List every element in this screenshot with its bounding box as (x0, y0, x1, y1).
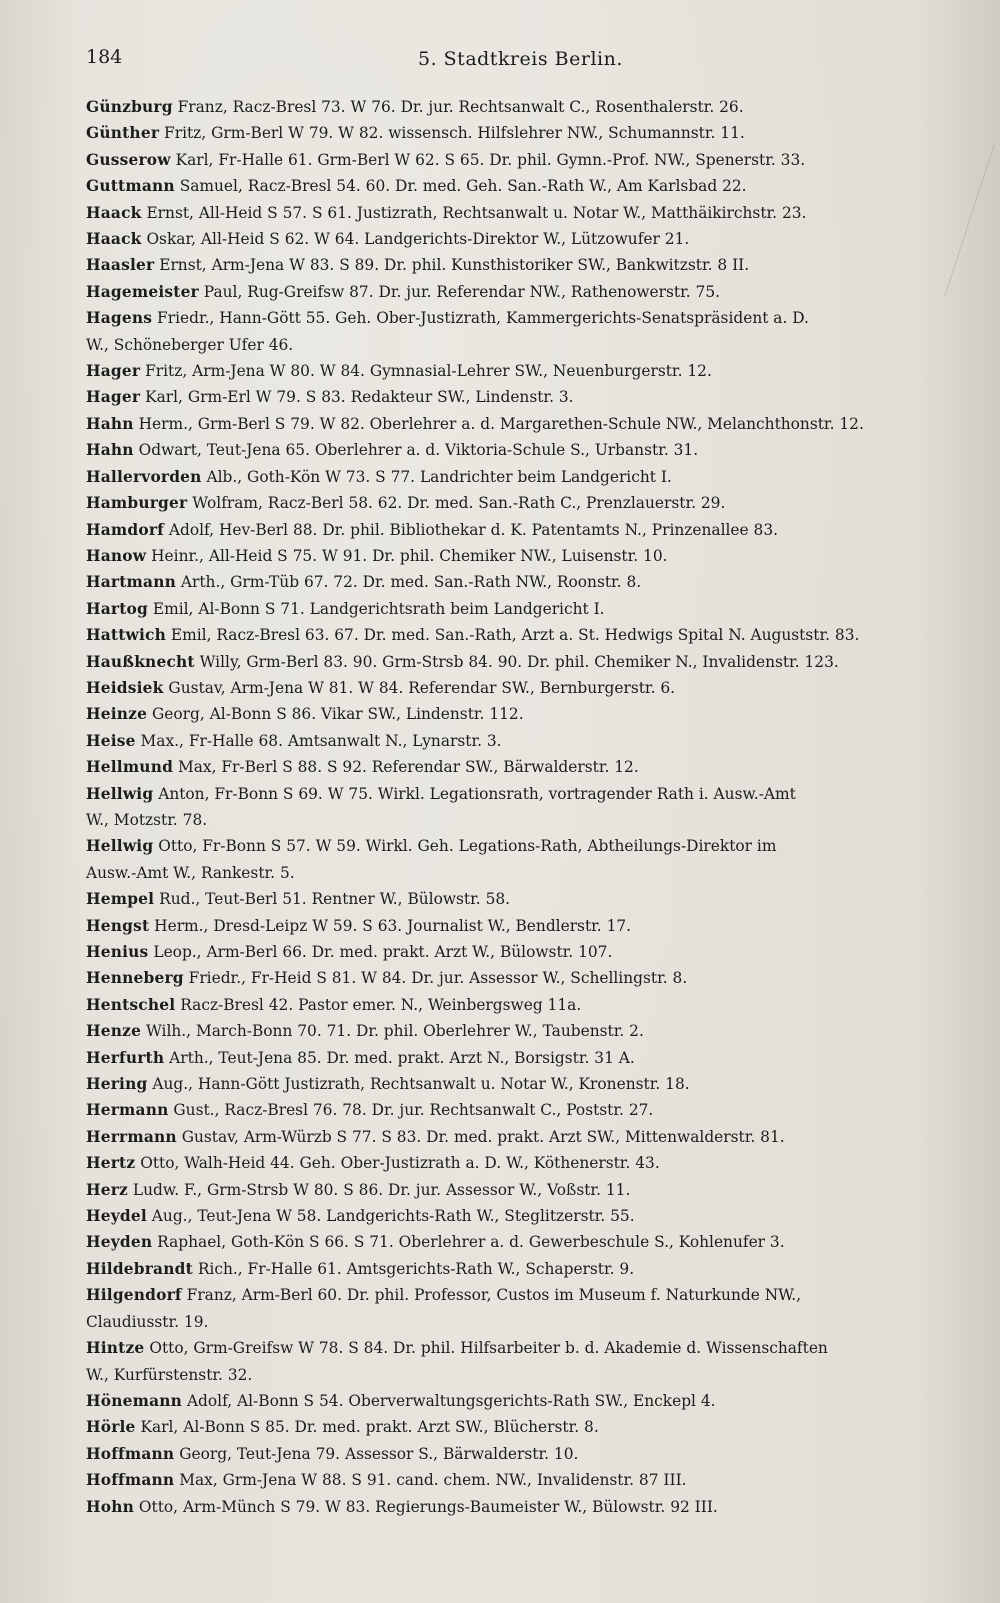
entry-surname: Hagens (86, 309, 153, 328)
directory-entry (86, 1203, 940, 1229)
entry-surname: Hoffmann (86, 1444, 175, 1463)
entry-details: Arth., Grm-Tüb 67. 72. Dr. med. San.-Rath NW., Roonstr. 8. (180, 573, 642, 592)
entry-surname: Hahn (86, 441, 134, 460)
entry-details: Franz, Racz-Bresl 73. W 76. Dr. jur. Rechtsanwalt C., Rosenthalerstr. 26. (177, 98, 744, 116)
directory-entry (86, 252, 940, 278)
directory-entry (86, 490, 940, 516)
entry-details: Max, Grm-Jena W 88. S 91. cand. chem. NW., Invalidenstr. 87 III. (179, 1471, 687, 1490)
entry-details: Gustav, Arm-Würzb S 77. S 83. Dr. med. prakt. Arzt SW., Mittenwalderstr. 81. (181, 1127, 785, 1146)
entry-details: Samuel, Racz-Bresl 54. 60. Dr. med. Geh. San.-Rath W., Am Karlsbad 22. (179, 177, 747, 196)
directory-entry (86, 305, 940, 358)
directory-entry (86, 517, 940, 543)
entry-details: Adolf, Al-Bonn S 54. Oberverwaltungsgerichts-Rath SW., Enckepl 4. (186, 1391, 716, 1410)
entry-details: Leop., Arm-Berl 66. Dr. med. prakt. Arzt W., Bülowstr. 107. (153, 943, 613, 961)
entry-surname: Hellmund (86, 758, 174, 777)
entry-details: Alb., Goth-Kön W 73. S 77. Landrichter beim Landgericht I. (206, 467, 672, 486)
entry-surname: Heinze (86, 705, 148, 724)
entry-details: Oskar, All-Heid S 62. W 64. Landgerichts-Direktor W., Lützowufer 21. (146, 230, 690, 249)
directory-entry (86, 596, 940, 622)
entry-surname: Gusserow (86, 150, 171, 169)
entry-surname: Hamdorf (86, 520, 164, 539)
page-number: 184 (86, 46, 123, 68)
directory-entry (86, 649, 940, 675)
directory-entry (86, 1441, 940, 1467)
entry-details: Georg, Teut-Jena 79. Assessor S., Bärwalderstr. 10. (179, 1444, 579, 1463)
entry-surname: Hamburger (86, 494, 188, 513)
entry-continuation: W., Kurfürstenstr. 32. (86, 1365, 253, 1384)
directory-entry (86, 226, 940, 252)
entry-details: Max, Fr-Berl S 88. S 92. Referendar SW., Bärwalderstr. 12. (177, 758, 639, 777)
entry-details: Ludw. F., Grm-Strsb W 80. S 86. Dr. jur. Assessor W., Voßstr. 11. (132, 1180, 631, 1199)
entry-surname: Hahn (86, 414, 134, 433)
entry-surname: Hellwig (86, 784, 154, 803)
entry-surname: Hönemann (86, 1391, 183, 1410)
entry-surname: Hallervorden (86, 467, 202, 486)
directory-entry (86, 1229, 940, 1255)
entry-details: Herm., Grm-Berl S 79. W 82. Oberlehrer a. d. Margarethen-Schule NW., Melanchthonstr. 12. (138, 414, 864, 433)
directory-entry (86, 622, 940, 648)
entry-surname: Herz (86, 1180, 128, 1199)
entry-surname: Günther (86, 124, 160, 143)
entry-surname: Hartmann (86, 573, 176, 592)
entry-details: Herm., Dresd-Leipz W 59. S 63. Journalist W., Bendlerstr. 17. (154, 916, 632, 935)
entry-continuation: W., Motzstr. 78. (86, 810, 208, 829)
directory-entry (86, 384, 940, 410)
directory-entry (86, 1256, 940, 1282)
entry-details: Georg, Al-Bonn S 86. Vikar SW., Lindenstr. 112. (152, 705, 524, 724)
directory-entry (86, 939, 940, 965)
entry-surname: Hering (86, 1075, 148, 1094)
directory-entry (86, 728, 940, 754)
entry-details: Wilh., March-Bonn 70. 71. Dr. phil. Oberlehrer W., Taubenstr. 2. (145, 1022, 644, 1041)
entry-details: Otto, Grm-Greifsw W 78. S 84. Dr. phil. Hilfsarbeiter b. d. Akademie d. Wissenschaften (149, 1339, 828, 1358)
running-title: 5. Stadtkreis Berlin. (418, 48, 623, 70)
entry-continuation: Ausw.-Amt W., Rankestr. 5. (86, 863, 295, 882)
entry-surname: Hengst (86, 916, 150, 935)
entry-details: Willy, Grm-Berl 83. 90. Grm-Strsb 84. 90. Dr. phil. Chemiker N., Invalidenstr. 123. (199, 652, 839, 671)
entry-details: Otto, Walh-Heid 44. Geh. Ober-Justizrath a. D. W., Köthenerstr. 43. (140, 1154, 660, 1173)
entry-surname: Heydel (86, 1207, 147, 1226)
directory-entries (86, 94, 940, 1520)
entry-details: Aug., Teut-Jena W 58. Landgerichts-Rath W., Steglitzerstr. 55. (151, 1207, 635, 1226)
directory-entry (86, 1018, 940, 1044)
entry-surname: Heidsiek (86, 678, 164, 697)
directory-entry (86, 464, 940, 490)
directory-entry (86, 1150, 940, 1176)
entry-details: Emil, Racz-Bresl 63. 67. Dr. med. San.-Rath, Arzt a. St. Hedwigs Spital N. Auguststr. 83. (170, 626, 860, 645)
directory-entry (86, 569, 940, 595)
entry-details: Max., Fr-Halle 68. Amtsanwalt N., Lynarstr. 3. (140, 731, 502, 750)
entry-details: Adolf, Hev-Berl 88. Dr. phil. Bibliothekar d. K. Patentamts N., Prinzenallee 83. (168, 520, 779, 539)
directory-entry (86, 1124, 940, 1150)
entry-surname: Hilgendorf (86, 1286, 182, 1305)
directory-entry (86, 437, 940, 463)
entry-surname: Henneberg (86, 969, 184, 988)
entry-surname: Hohn (86, 1497, 134, 1516)
entry-surname: Hellwig (86, 837, 154, 856)
entry-details: Karl, Fr-Halle 61. Grm-Berl W 62. S 65. Dr. phil. Gymn.-Prof. NW., Spenerstr. 33. (175, 150, 806, 169)
entry-surname: Hertz (86, 1154, 136, 1173)
entry-surname: Henze (86, 1022, 142, 1041)
directory-entry (86, 1282, 940, 1335)
entry-surname: Hermann (86, 1101, 169, 1120)
entry-surname: Guttmann (86, 177, 175, 196)
entry-surname: Haack (86, 203, 142, 222)
entry-details: Paul, Rug-Greifsw 87. Dr. jur. Referendar NW., Rathenowerstr. 75. (203, 282, 721, 301)
entry-surname: Günzburg (86, 98, 173, 116)
directory-entry (86, 279, 940, 305)
directory-entry (86, 992, 940, 1018)
directory-entry (86, 94, 940, 120)
entry-surname: Herrmann (86, 1127, 177, 1146)
entry-surname: Heyden (86, 1233, 153, 1252)
directory-entry (86, 200, 940, 226)
entry-surname: Henius (86, 943, 149, 961)
directory-entry (86, 120, 940, 146)
entry-details: Anton, Fr-Bonn S 69. W 75. Wirkl. Legationsrath, vortragender Rath i. Ausw.-Amt (158, 784, 796, 803)
directory-entry (86, 1414, 940, 1440)
directory-entry (86, 1071, 940, 1097)
directory-entry (86, 886, 940, 912)
directory-entry (86, 1388, 940, 1414)
page-crease (938, 143, 994, 297)
entry-details: Rud., Teut-Berl 51. Rentner W., Bülowstr. 58. (159, 890, 511, 909)
directory-entry (86, 1467, 940, 1493)
directory-entry (86, 1177, 940, 1203)
entry-details: Racz-Bresl 42. Pastor emer. N., Weinbergsweg 11a. (180, 995, 582, 1014)
entry-details: Fritz, Grm-Berl W 79. W 82. wissensch. Hilfslehrer NW., Schumannstr. 11. (164, 124, 745, 143)
entry-details: Wolfram, Racz-Berl 58. 62. Dr. med. San.-Rath C., Prenzlauerstr. 29. (192, 494, 726, 513)
entry-surname: Haack (86, 230, 142, 249)
entry-surname: Haußknecht (86, 652, 195, 671)
entry-details: Karl, Grm-Erl W 79. S 83. Redakteur SW., Lindenstr. 3. (145, 388, 574, 407)
directory-entry (86, 675, 940, 701)
directory-entry (86, 411, 940, 437)
entry-surname: Heise (86, 731, 136, 750)
directory-entry (86, 173, 940, 199)
directory-entry (86, 965, 940, 991)
entry-details: Gustav, Arm-Jena W 81. W 84. Referendar SW., Bernburgerstr. 6. (168, 678, 676, 697)
directory-entry (86, 358, 940, 384)
directory-entry (86, 781, 940, 834)
entry-details: Otto, Fr-Bonn S 57. W 59. Wirkl. Geh. Legations-Rath, Abtheilungs-Direktor im (158, 837, 777, 856)
entry-details: Otto, Arm-Münch S 79. W 83. Regierungs-Baumeister W., Bülowstr. 92 III. (138, 1497, 718, 1516)
entry-surname: Hager (86, 362, 141, 381)
entry-surname: Haasler (86, 256, 155, 275)
entry-surname: Hartog (86, 599, 148, 618)
entry-details: Friedr., Hann-Gött 55. Geh. Ober-Justizrath, Kammergerichts-Senatspräsident a. D. (157, 309, 809, 328)
entry-details: Heinr., All-Heid S 75. W 91. Dr. phil. Chemiker NW., Luisenstr. 10. (151, 546, 668, 565)
entry-details: Rich., Fr-Halle 61. Amtsgerichts-Rath W., Schaperstr. 9. (197, 1259, 635, 1278)
directory-entry (86, 701, 940, 727)
entry-details: Karl, Al-Bonn S 85. Dr. med. prakt. Arzt SW., Blücherstr. 8. (140, 1418, 599, 1437)
directory-entry (86, 543, 940, 569)
directory-entry (86, 833, 940, 886)
entry-surname: Hager (86, 388, 141, 407)
entry-surname: Hempel (86, 890, 155, 909)
entry-continuation: Claudiusstr. 19. (86, 1312, 209, 1331)
directory-entry (86, 1335, 940, 1388)
directory-entry (86, 1494, 940, 1520)
entry-details: Fritz, Arm-Jena W 80. W 84. Gymnasial-Lehrer SW., Neuenburgerstr. 12. (145, 362, 712, 381)
entry-details: Raphael, Goth-Kön S 66. S 71. Oberlehrer a. d. Gewerbeschule S., Kohlenufer 3. (157, 1233, 785, 1252)
directory-entry (86, 913, 940, 939)
entry-details: Franz, Arm-Berl 60. Dr. phil. Professor, Custos im Museum f. Naturkunde NW., (186, 1286, 802, 1305)
entry-details: Emil, Al-Bonn S 71. Landgerichtsrath beim Landgericht I. (152, 599, 605, 618)
entry-surname: Hanow (86, 546, 147, 565)
directory-entry (86, 754, 940, 780)
entry-surname: Hentschel (86, 995, 176, 1014)
entry-details: Friedr., Fr-Heid S 81. W 84. Dr. jur. Assessor W., Schellingstr. 8. (188, 969, 688, 988)
entry-surname: Hoffmann (86, 1471, 175, 1490)
entry-details: Ernst, Arm-Jena W 83. S 89. Dr. phil. Kunsthistoriker SW., Bankwitzstr. 8 II. (159, 256, 750, 275)
entry-surname: Hörle (86, 1418, 136, 1437)
entry-surname: Hildebrandt (86, 1259, 193, 1278)
entry-details: Arth., Teut-Jena 85. Dr. med. prakt. Arzt N., Borsigstr. 31 A. (169, 1048, 635, 1067)
entry-surname: Herfurth (86, 1048, 165, 1067)
directory-entry (86, 1045, 940, 1071)
entry-surname: Hintze (86, 1339, 145, 1358)
entry-surname: Hattwich (86, 626, 166, 645)
entry-details: Aug., Hann-Gött Justizrath, Rechtsanwalt u. Notar W., Kronenstr. 18. (152, 1075, 690, 1094)
directory-entry (86, 147, 940, 173)
entry-details: Odwart, Teut-Jena 65. Oberlehrer a. d. Viktoria-Schule S., Urbanstr. 31. (138, 441, 699, 460)
entry-details: Ernst, All-Heid S 57. S 61. Justizrath, Rechtsanwalt u. Notar W., Matthäikirchstr. 23. (146, 203, 807, 222)
directory-entry (86, 1097, 940, 1123)
page-header (86, 46, 940, 76)
entry-continuation: W., Schöneberger Ufer 46. (86, 335, 294, 354)
entry-details: Gust., Racz-Bresl 76. 78. Dr. jur. Rechtsanwalt C., Poststr. 27. (173, 1101, 654, 1120)
entry-surname: Hagemeister (86, 282, 199, 301)
